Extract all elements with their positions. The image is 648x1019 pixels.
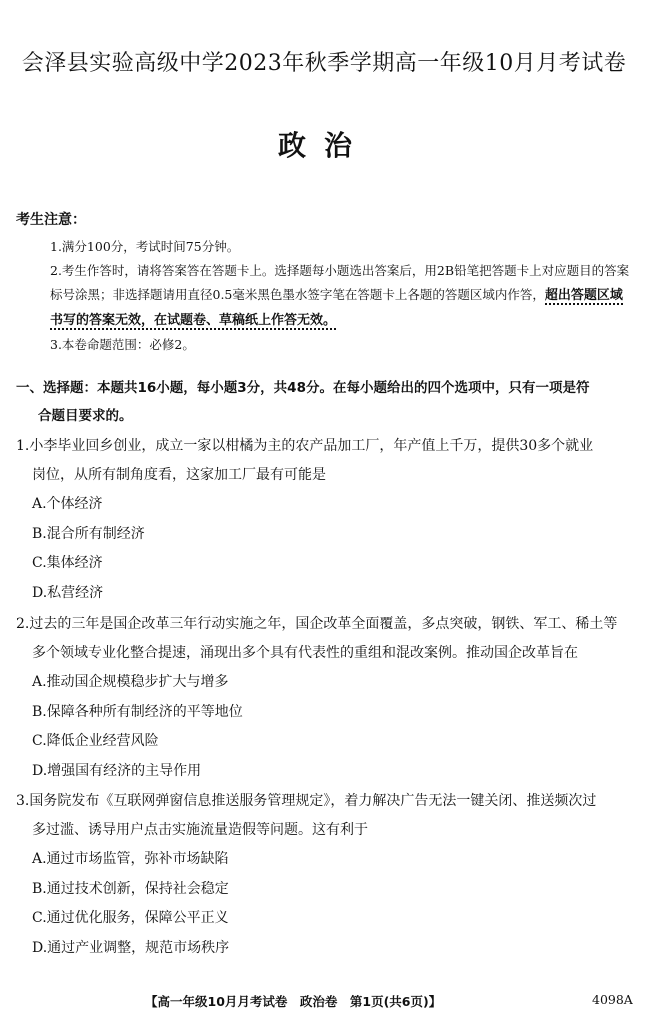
section-heading	[16, 374, 636, 430]
notice-item-2-text: 2.考生作答时，请将答案答在答题卡上。选择题每小题选出答案后，用2B铅笔把答题卡上对应题目的答案标号涂黑；非选择题请用直径0.5毫米黑色墨水签字笔在答题卡上各题的答题区域内作答，	[50, 263, 630, 302]
question-stem: 1.小李毕业回乡创业，成立一家以柑橘为主的农产品加工厂，年产值上千万，提供30多个就业	[16, 438, 594, 454]
question-stem-cont: 多过滥、诱导用户点击实施流量造假等问题。这有利于	[32, 822, 368, 838]
option-a: A.通过市场监管，弥补市场缺陷	[32, 851, 229, 867]
section-heading-line-1: 一、选择题：本题共16小题，每小题3分，共48分。在每小题给出的四个选项中，只有一项是符	[16, 380, 590, 396]
section-heading-line-2: 合题目要求的。	[38, 408, 133, 424]
option-a: A.个体经济	[32, 496, 103, 512]
notice-heading: 考生注意：	[16, 212, 86, 228]
option-d: D.增强国有经济的主导作用	[32, 762, 202, 779]
option-a: A.推动国企规模稳步扩大与增多	[32, 674, 229, 690]
question-stem: 2.过去的三年是国企改革三年行动实施之年，国企改革全面覆盖，多点突破，钢铁、军工、稀土等	[16, 616, 618, 632]
question-stem-cont: 岗位，从所有制角度看，这家加工厂最有可能是	[32, 467, 326, 483]
option-d: D.通过产业调整，规范市场秩序	[32, 939, 230, 956]
question-stem-cont: 多个领域专业化整合提速，涌现出多个具有代表性的重组和混改案例。推动国企改革旨在	[32, 645, 578, 661]
option-c: C.通过优化服务，保障公平正义	[32, 910, 229, 926]
question-1	[16, 432, 638, 608]
option-c: C.降低企业经营风险	[32, 733, 159, 749]
question-2	[16, 610, 638, 786]
footer-page-info: 【高一年级10月月考试卷 政治卷 第1页(共6页)】	[145, 994, 442, 1009]
option-b: B.通过技术创新，保持社会稳定	[32, 880, 229, 897]
footer-code: 4098A	[592, 992, 633, 1007]
option-d: D.私营经济	[32, 584, 104, 601]
question-stem: 3.国务院发布《互联网弹窗信息推送服务管理规定》，着力解决广告无法一键关闭、推送频次过	[16, 793, 597, 809]
exam-title: 会泽县实验高级中学2023年秋季学期高一年级10月月考试卷	[21, 51, 627, 76]
question-3	[16, 787, 638, 963]
option-b: B.混合所有制经济	[32, 525, 145, 542]
option-b: B.保障各种所有制经济的平等地位	[32, 703, 243, 720]
notice-item-2	[50, 259, 635, 333]
option-c: C.集体经济	[32, 555, 103, 571]
subject-title: 政治	[277, 129, 370, 162]
notice-item-1: 1.满分100分，考试时间75分钟。	[50, 239, 240, 254]
notice-item-3: 3.本卷命题范围：必修2。	[50, 337, 195, 352]
notice-list	[50, 235, 635, 357]
notice-emphasis: 超出答题区域书写的答案无效，在试题卷、草稿纸上作答无效。	[50, 288, 623, 328]
